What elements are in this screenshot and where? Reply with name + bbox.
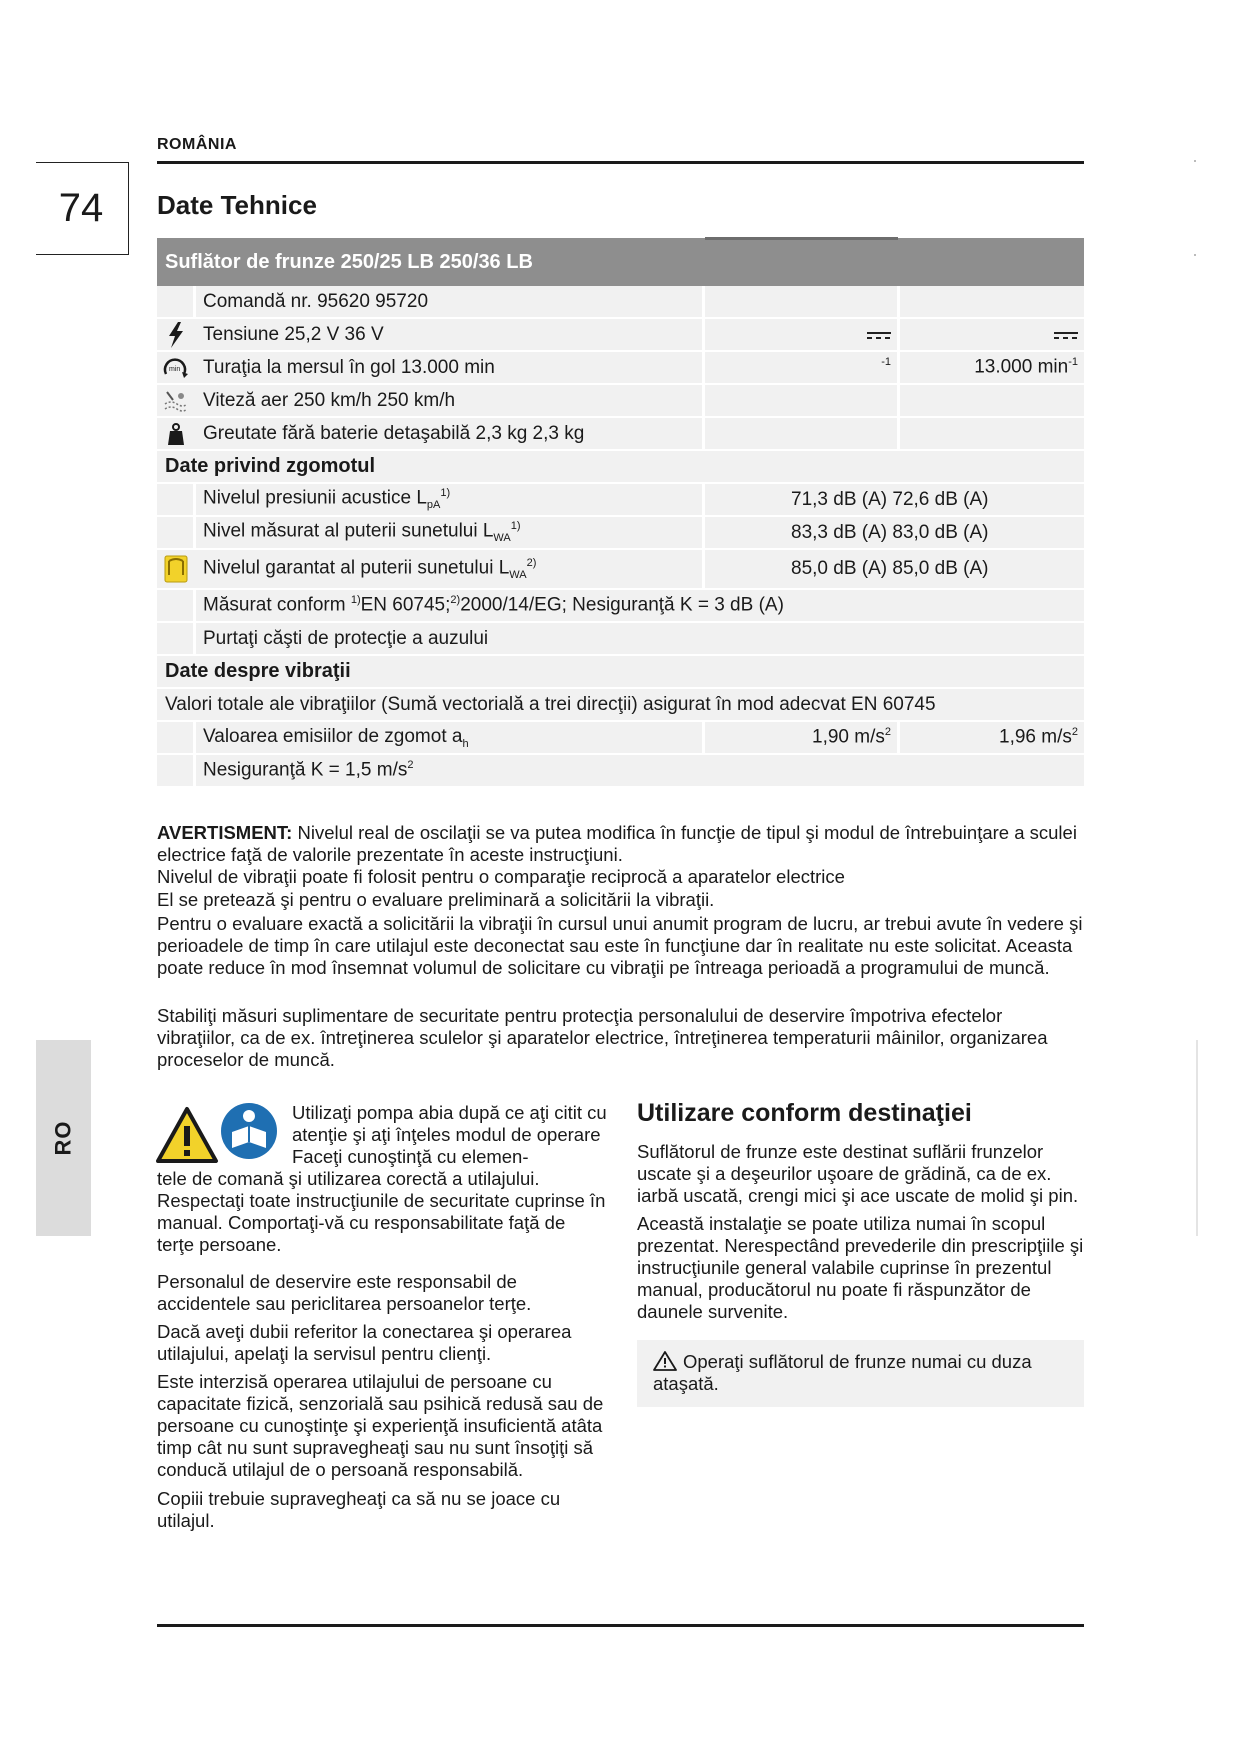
- weight: Greutate fără baterie detaşabilă 2,3 kg 2,3 kg: [203, 422, 585, 444]
- spec-row-order: [157, 286, 1084, 319]
- lightning-icon: [157, 319, 195, 350]
- guaranteed-power-values: 85,0 dB (A) 85,0 dB (A): [791, 558, 989, 579]
- restricted-persons-paragraph: Este interzisă operarea utilajului de persoane cu capacitate fizică, senzorială sau psihică redusă sau de persoane cu cunoştinţe şi experienţă insuficientă atâta timp cât nu sunt supravegheaţi sau nu sunt însoţiţi să conducă utilajul de o persoană responsabilă.: [157, 1371, 604, 1480]
- top-rule: [157, 161, 1084, 164]
- intended-use-paragraph: Suflătorul de frunze este destinat suflării frunzelor uscate şi a deşeurilor uşoare de grădină, ca de ex. iarbă uscată, crengi mici şi ace uscate de molid şi pin.: [637, 1141, 1079, 1206]
- rpm-gauge-icon: [157, 352, 195, 383]
- weight-icon: [157, 418, 195, 449]
- air-speed: Viteză aer 250 km/h 250 km/h: [203, 389, 456, 411]
- sound-pressure-values: 71,3 dB (A) 72,6 dB (A): [791, 488, 989, 510]
- spec-row-vibration-totals: [157, 689, 1084, 722]
- idle-speed-v2: 13.000 $\min^{-1}$: [974, 356, 1078, 378]
- usage-scope-paragraph: Această instalaţie se poate utiliza numai în scopul prezentat. Nerespectând prevederile din prescripţiile şi instrucţiunile general valabile cuprinse în prezentul manual, producătorul nu poate fi răspunzător de daunele survenite.: [637, 1213, 1084, 1322]
- spec-table: [157, 238, 1084, 788]
- sound-pressure-label: Nivelul presiunii acustice $L_{pA}^{1)}$: [203, 487, 451, 512]
- spec-row-measured-conform: [157, 590, 1084, 623]
- language-tab-label: [36, 1040, 91, 1236]
- language-tab-text: RO: [50, 1120, 76, 1156]
- voltage: Tensiune 25,2 V 36 V: [203, 323, 384, 345]
- spec-row-ear-protection: [157, 623, 1084, 656]
- spec-row-sound-pressure: [157, 484, 1084, 517]
- order-number: Comandă nr. 95620 95720: [203, 290, 429, 312]
- spec-table-header-tab: [705, 237, 898, 240]
- spec-row-speed: [157, 352, 1084, 385]
- spec-row-voltage: [157, 319, 1084, 352]
- measured-power-values: 83,3 dB (A) 83,0 dB (A): [791, 521, 989, 543]
- emission-value-1: 1,90 $m/s^2$: [812, 726, 891, 748]
- vibration-exact-paragraph: Pentru o evaluare exactă a solicitării la vibraţii în cursul unui anumit program de lucru, ar trebui avute în vedere şi perioadele de timp în care utilajul este deconectat sau este în funcţiune dar în realitate nu este solicitat. Aceasta poate reduce în mod însemnat volumul de solicitare cu vibraţii pe întreaga perioadă a programului de muncă.: [157, 913, 1083, 978]
- ear-protection-note: Purtaţi căşti de protecţie a auzului: [203, 627, 489, 649]
- edge-mark: [1196, 1040, 1198, 1236]
- emission-value-2: 1,96 $m/s^2$: [999, 726, 1078, 748]
- bottom-rule: [157, 1624, 1084, 1627]
- emission-label: Valoarea emisiilor de zgomot $a_h$: [203, 725, 469, 750]
- spec-row-guaranteed-power: [157, 550, 1084, 590]
- spec-row-uncertainty: [157, 755, 1084, 788]
- guaranteed-power-label: Nivelul garantat al puterii sunetului $L_{WA}^{2)}$: [203, 556, 537, 582]
- vibration-totals: Valori totale ale vibraţiilor (Sumă vectorială a trei direcţii) asigurat în mod adecvat EN 60745: [165, 693, 936, 715]
- vibration-comparison-paragraph: Nivelul de vibraţii poate fi folosit pentru o comparaţie reciprocă a aparatelor electrice: [157, 866, 845, 887]
- edge-mark: [1194, 254, 1196, 256]
- spec-row-air: [157, 385, 1084, 418]
- note-text: Operaţi suflătorul de frunze numai cu duza ataşată.: [653, 1351, 1032, 1394]
- spec-row-weight: [157, 418, 1084, 451]
- dc-symbol-2: [1054, 324, 1078, 346]
- vibration-preliminary-paragraph: El se pretează şi pentru o evaluare preliminară a solicitării la vibraţii.: [157, 889, 715, 910]
- dc-symbol-1: [867, 324, 891, 346]
- idle-speed: Turaţia la mersul în gol 13.000 min: [203, 356, 495, 378]
- measured-power-label: Nivel măsurat al puterii sunetului $L_{WA}^{1)}$: [203, 520, 521, 545]
- svg-text:min: min: [169, 365, 181, 373]
- children-paragraph: Copiii trebuie supravegheaţi ca să nu se joace cu utilajul.: [157, 1488, 561, 1531]
- usage-intro-paragraph-a: Utilizaţi pompa abia după ce aţi citit cu atenţie şi aţi înţeles modul de operare Faceţi cunoştinţă cu elemen-: [292, 1102, 607, 1167]
- edge-mark: [1194, 160, 1196, 162]
- section-label: ROMÂNIA: [157, 136, 237, 153]
- spec-row-emission: [157, 722, 1084, 755]
- vibration-measures-paragraph: Stabiliţi măsuri suplimentare de securitate pentru protecţia personalului de deservire împotriva efectelor vibraţiilor, ca de ex. întreţinerea sculelor şi aparatelor electrice, întreţinerea temperaturii mâinilor, organizarea proceselor de muncă.: [157, 1005, 1048, 1070]
- doubts-paragraph: Dacă aveţi dubii referitor la conectarea şi operarea utilajului, apelaţi la servisul pentru clienţi.: [157, 1321, 572, 1364]
- warning-label: AVERTISMENT:: [157, 822, 293, 843]
- usage-intro-paragraph-b: tele de comană şi utilizarea corectă a utilajului. Respectaţi toate instrucţiunile de securitate cuprinse în manual. Comportaţi-vă cu responsabilitate faţă de terţe persoane.: [157, 1168, 606, 1255]
- measured-conform: Măsurat conform $^{1)}$EN 60745;$^{2)}$2000/14/EG; Nesiguranţă K = 3 dB (A): [203, 594, 784, 616]
- air-speed-icon: [157, 385, 195, 416]
- page-number: 74: [58, 186, 104, 230]
- vibration-section-title: Date despre vibraţii: [157, 656, 1084, 689]
- warning-paragraph: AVERTISMENT: Nivelul real de oscilaţii se va putea modifica în funcţie de tipul şi modul de întrebuinţare a sculei electrice faţă de valorile prezentate în aceste instrucţiuni.: [157, 822, 1077, 865]
- page-title: Date Tehnice: [157, 190, 317, 220]
- warning-triangle-icon: [155, 1106, 219, 1169]
- spec-row-measured-power: [157, 517, 1084, 550]
- intended-use-heading: Utilizare conform destinaţiei: [637, 1099, 972, 1127]
- spec-table-header: [157, 238, 1084, 286]
- operator-responsibility-paragraph: Personalul de deservire este responsabil de accidentele sau periclitarea persoanelor terţe.: [157, 1271, 532, 1314]
- ear-protection-icon: [157, 550, 195, 588]
- noise-section-title: Date privind zgomotul: [157, 451, 1084, 484]
- spec-table-header-text: Suflător de frunze 250/25 LB 250/36 LB: [165, 250, 533, 273]
- read-manual-icon: [220, 1102, 278, 1165]
- vibration-uncertainty: Nesiguranţă K = 1,5 $m/s^2$: [203, 759, 414, 781]
- speed-unit-exponent: -1: [881, 356, 891, 368]
